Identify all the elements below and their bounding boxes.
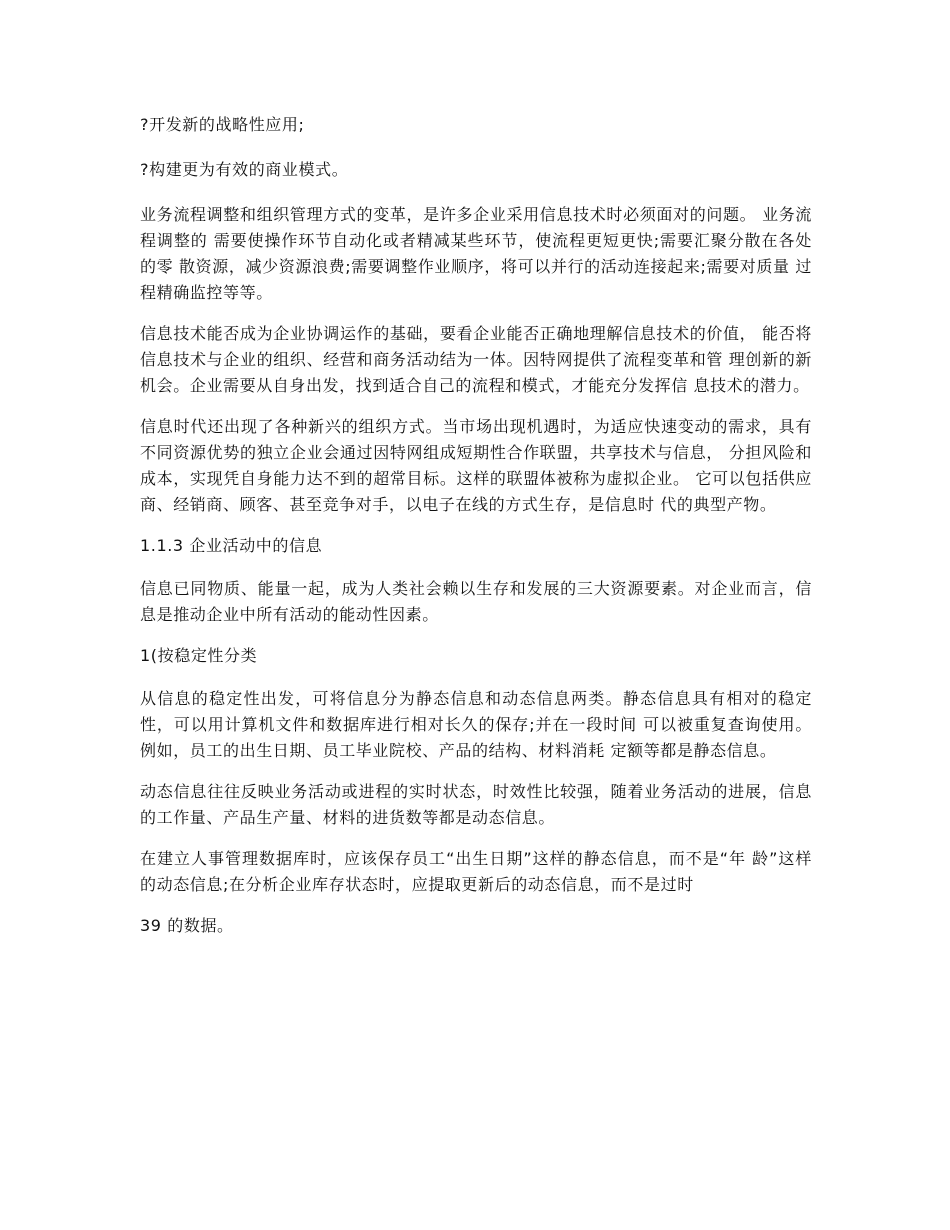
paragraph-virtual-enterprise: 信息时代还出现了各种新兴的组织方式。当市场出现机遇时，为适应快速变动的需求，具有不同资源优势的独立企业会通过因特网组成短期性合作联盟，共享技术与信息， 分担风险和成本，实现凭自身能力达不到的超常目标。这样的联盟体被称为虚拟企业。 它可以包括供应商、经销商、顾客、甚至竞争对手，以电子在线的方式生存，是信息时 代的典型产物。 — [140, 417, 812, 514]
paragraph-process-reform: 业务流程调整和组织管理方式的变革，是许多企业采用信息技术时必须面对的问题。 业务流程调整的 需要使操作环节自动化或者精减某些环节，使流程更短更快;需要汇聚分散在各处的零 散资源，减少资源浪费;需要调整作业顺序，将可以并行的活动连接起来;需要对质量 过程精确监控等等。 — [140, 205, 812, 302]
bullet-develop-strategic-apps: ?开发新的战略性应用; — [140, 115, 305, 134]
section-heading-1-1-3: 1.1.3 企业活动中的信息 — [140, 536, 323, 555]
paragraph-page-continuation: 39 的数据。 — [140, 916, 234, 935]
document-body — [140, 112, 812, 954]
subheading-stability-classification: 1(按稳定性分类 — [140, 646, 258, 665]
paragraph-hr-database: 在建立人事管理数据库时，应该保存员工“出生日期”这样的静态信息，而不是“年 龄”这样的动态信息;在分析企业库存状态时，应提取更新后的动态信息，而不是过时 — [140, 849, 812, 894]
paragraph-it-foundation: 信息技术能否成为企业协调运作的基础，要看企业能否正确地理解信息技术的价值， 能否将信息技术与企业的组织、经营和商务活动结为一体。因特网提供了流程变革和管 理创新的新机会。企业需要从自身出发，找到适合自己的流程和模式，才能充分发挥信 息技术的潜力。 — [140, 324, 812, 395]
paragraph-dynamic-info: 动态信息往往反映业务活动或进程的实时状态，时效性比较强，随着业务活动的进展，信息 的工作量、产品生产量、材料的进货数等都是动态信息。 — [140, 782, 812, 827]
paragraph-static-info: 从信息的稳定性出发，可将信息分为静态信息和动态信息两类。静态信息具有相对的稳定性，可以用计算机文件和数据库进行相对长久的保存;并在一段时间 可以被重复查询使用。例如，员工的出生日期、员工毕业院校、产品的结构、材料消耗 定额等都是静态信息。 — [140, 689, 812, 760]
bullet-build-business-model: ?构建更为有效的商业模式。 — [140, 160, 349, 179]
paragraph-info-resource: 信息已同物质、能量一起，成为人类社会赖以生存和发展的三大资源要素。对企业而言，信息是推动企业中所有活动的能动性因素。 — [140, 579, 812, 624]
